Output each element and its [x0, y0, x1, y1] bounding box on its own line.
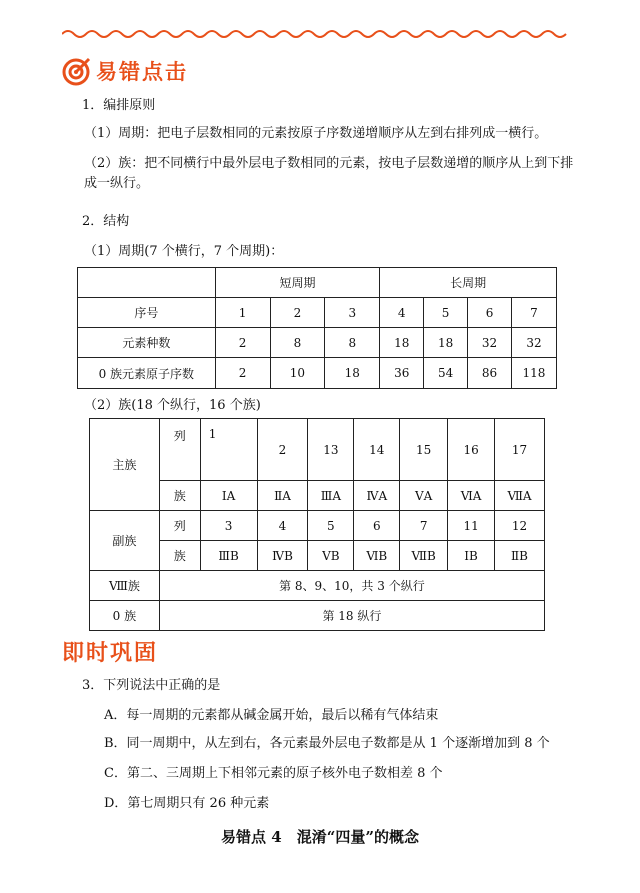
- cell: ⅤA: [400, 481, 448, 511]
- row-label: 0 族元素原子序数: [78, 358, 216, 389]
- cell: ⅥB: [354, 541, 400, 571]
- group-label: 族: [159, 541, 200, 571]
- cell: 10: [270, 358, 325, 389]
- cell: ⅥA: [448, 481, 495, 511]
- cell: ⅣB: [257, 541, 308, 571]
- col-label: 列: [159, 511, 200, 541]
- cell: 54: [424, 358, 468, 389]
- cell: ⅢA: [308, 481, 354, 511]
- cell: 86: [468, 358, 512, 389]
- long-period-header: 长周期: [380, 268, 557, 298]
- question: 3．下列说法中正确的是: [82, 678, 221, 693]
- group-table: [89, 418, 545, 631]
- cell: ⅡB: [495, 541, 545, 571]
- cell: 118: [511, 358, 556, 389]
- item1-period: （1）周期：把电子层数相同的元素按原子序数递增顺序从左到右排列成一横行。: [84, 126, 548, 141]
- cell: ⅡA: [257, 481, 308, 511]
- option-a: A．每一周期的元素都从碱金属开始，最后以稀有气体结束: [104, 708, 439, 723]
- cell: 15: [400, 419, 448, 481]
- main-group-label: 主族: [90, 419, 160, 511]
- option-c: C．第二、三周期上下相邻元素的原子核外电子数相差 8 个: [104, 766, 443, 781]
- cell: 4: [380, 298, 424, 328]
- item1-group: （2）族：把不同横行中最外层电子数相同的元素，按电子层数递增的顺序从上到下排成一纵行。: [84, 156, 574, 191]
- row-label: 元素种数: [78, 328, 216, 358]
- cell: 8: [270, 328, 325, 358]
- group-caption: （2）族(18 个纵行，16 个族): [84, 398, 261, 413]
- cell: 4: [257, 511, 308, 541]
- cell: 14: [354, 419, 400, 481]
- target-icon: [62, 56, 92, 86]
- cell: ⅠB: [448, 541, 495, 571]
- cell: ⅠA: [200, 481, 257, 511]
- cell: 3: [325, 298, 380, 328]
- cell: 16: [448, 419, 495, 481]
- cell: 1: [200, 419, 257, 481]
- viii-desc: 第 8、9、10，共 3 个纵行: [159, 571, 544, 601]
- cell: 1: [215, 298, 270, 328]
- short-period-header: 短周期: [215, 268, 380, 298]
- decorative-wave-divider: [62, 26, 572, 42]
- cell: 6: [468, 298, 512, 328]
- zero-desc: 第 18 纵行: [159, 601, 544, 631]
- cell: 2: [215, 358, 270, 389]
- section-heading-errors: [62, 56, 188, 86]
- cell: ⅦB: [400, 541, 448, 571]
- cell: 36: [380, 358, 424, 389]
- item2-title: 2．结构: [82, 214, 130, 229]
- section-heading-practice: [62, 636, 158, 667]
- cell: ⅢB: [200, 541, 257, 571]
- viii-group-label: Ⅷ族: [90, 571, 160, 601]
- cell: 3: [200, 511, 257, 541]
- group-label: 族: [159, 481, 200, 511]
- next-section-title: 易错点 4 混淆“四量”的概念: [221, 828, 419, 846]
- cell: ⅣA: [354, 481, 400, 511]
- item1-title: 1．编排原则: [82, 98, 156, 113]
- cell: 5: [308, 511, 354, 541]
- cell: 11: [448, 511, 495, 541]
- cell: 32: [468, 328, 512, 358]
- cell: 12: [495, 511, 545, 541]
- option-d: D．第七周期只有 26 种元素: [104, 796, 270, 811]
- period-caption: （1）周期(7 个横行，7 个周期)：: [84, 244, 284, 259]
- cell: 5: [424, 298, 468, 328]
- cell: 8: [325, 328, 380, 358]
- cell: ⅤB: [308, 541, 354, 571]
- zero-group-label: 0 族: [90, 601, 160, 631]
- cell: 2: [215, 328, 270, 358]
- cell: 7: [511, 298, 556, 328]
- sub-group-label: 副族: [90, 511, 160, 571]
- cell: 18: [424, 328, 468, 358]
- heading-text: 易错点击: [96, 60, 188, 84]
- period-table: [77, 267, 557, 389]
- cell: 6: [354, 511, 400, 541]
- cell: 18: [380, 328, 424, 358]
- option-b: B．同一周期中，从左到右，各元素最外层电子数都是从 1 个逐渐增加到 8 个: [104, 736, 550, 751]
- cell: 13: [308, 419, 354, 481]
- cell: 2: [257, 419, 308, 481]
- heading-text: 即时巩固: [62, 641, 159, 666]
- cell: 7: [400, 511, 448, 541]
- cell: 2: [270, 298, 325, 328]
- cell: 18: [325, 358, 380, 389]
- cell: ⅦA: [495, 481, 545, 511]
- cell: 32: [511, 328, 556, 358]
- row-label: 序号: [78, 298, 216, 328]
- col-label: 列: [159, 419, 200, 481]
- cell: 17: [495, 419, 545, 481]
